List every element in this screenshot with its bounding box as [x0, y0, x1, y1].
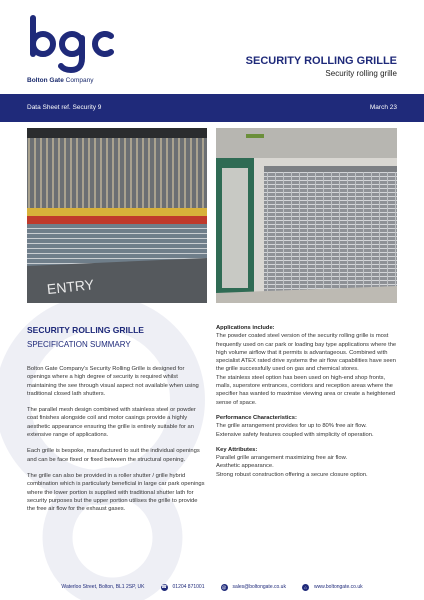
datasheet-ref: Data Sheet ref. Security 9 [27, 104, 102, 111]
bgc-logo-icon [27, 14, 117, 74]
performance-section [216, 414, 398, 439]
phone-icon: ☎ [161, 584, 167, 589]
spec-paragraph: The grille can also be provided in a roller shutter / grille hybrid combination which is particularly beneficial in large car park openings where the lower portion is supplied with traditional shutter lath for security purposes but the upper portion utilises the grille to provide the free air flow for the exhaust gases. [27, 472, 205, 513]
applications-heading: Applications include: [216, 325, 275, 331]
details-column [216, 324, 398, 486]
footer-web[interactable]: www.boltongate.co.uk [313, 584, 363, 590]
document-title: SECURITY ROLLING GRILLE [245, 55, 397, 67]
footer-email[interactable]: sales@boltongate.co.uk [232, 584, 286, 590]
spec-body [27, 365, 205, 521]
spec-paragraph: The parallel mesh design combined with stainless steel or powder coat finishes alongside coil and motor casings provide a highly aesthetic appearance ensuring the grille is entirely suitable for an extensive range of applications. [27, 407, 196, 439]
spec-paragraph: Bolton Gate Company's Security Rolling Grille is designed for openings where a high degree of security is required whilst maintaining the see through visual aspect not available when using traditional closed lath shutters. [27, 366, 199, 397]
footer-phone: 01204 871001 [172, 584, 205, 590]
web-icon: ⌂ [302, 584, 309, 591]
bgc-logo [27, 14, 117, 74]
applications-paragraph: The stainless steel option has been used on high-end shop fronts, malls, superstore entrances, corridors and reception areas where the specifier has wanted to maximise viewing area or create a heightened sense of space. [216, 374, 396, 406]
attributes-section [216, 446, 398, 479]
applications-paragraph: The powder coated steel version of the security rolling grille is most frequently used on car park or loading bay type applications where the high volume airflow that it permits is advantageous. Combined with specialist ATEX rated drive systems the air flow capabilities have seen the grille successfully used on gas and chemical stores. [216, 333, 397, 373]
company-name: Bolton Gate Company [27, 77, 94, 84]
datasheet-date: March 23 [369, 104, 397, 111]
document-subtitle: Security rolling grille [325, 69, 397, 78]
spec-subtitle: SPECIFICATION SUMMARY [27, 340, 131, 349]
performance-heading: Performance Characteristics: [216, 414, 297, 421]
performance-line: The grille arrangement provides for up to 80% free air flow. [216, 423, 367, 430]
attributes-heading: Key Attributes: [216, 446, 258, 453]
attribute-line: Strong robust construction offering a secure closure option. [216, 471, 368, 478]
attribute-line: Aesthetic appearance. [216, 463, 274, 470]
applications-section [216, 324, 398, 407]
spec-paragraph: Each grille is bespoke, manufactured to suit the individual openings and can be face fixed or fixed between the structural opening. [27, 448, 200, 463]
footer [0, 580, 424, 594]
performance-line: Extensive safety features coupled with simplicity of operation. [216, 431, 374, 438]
shopfront-grille-photo [216, 128, 397, 303]
spec-title: SECURITY ROLLING GRILLE [27, 325, 144, 335]
footer-address: Waterloo Street, Bolton, BL1 2SP, UK [61, 584, 145, 590]
car-park-grille-photo [27, 128, 207, 303]
email-icon: @ [221, 584, 227, 590]
attribute-line: Parallel grille arrangement maximizing free air flow. [216, 455, 348, 462]
svg-text:ENTRY: ENTRY [46, 276, 95, 298]
